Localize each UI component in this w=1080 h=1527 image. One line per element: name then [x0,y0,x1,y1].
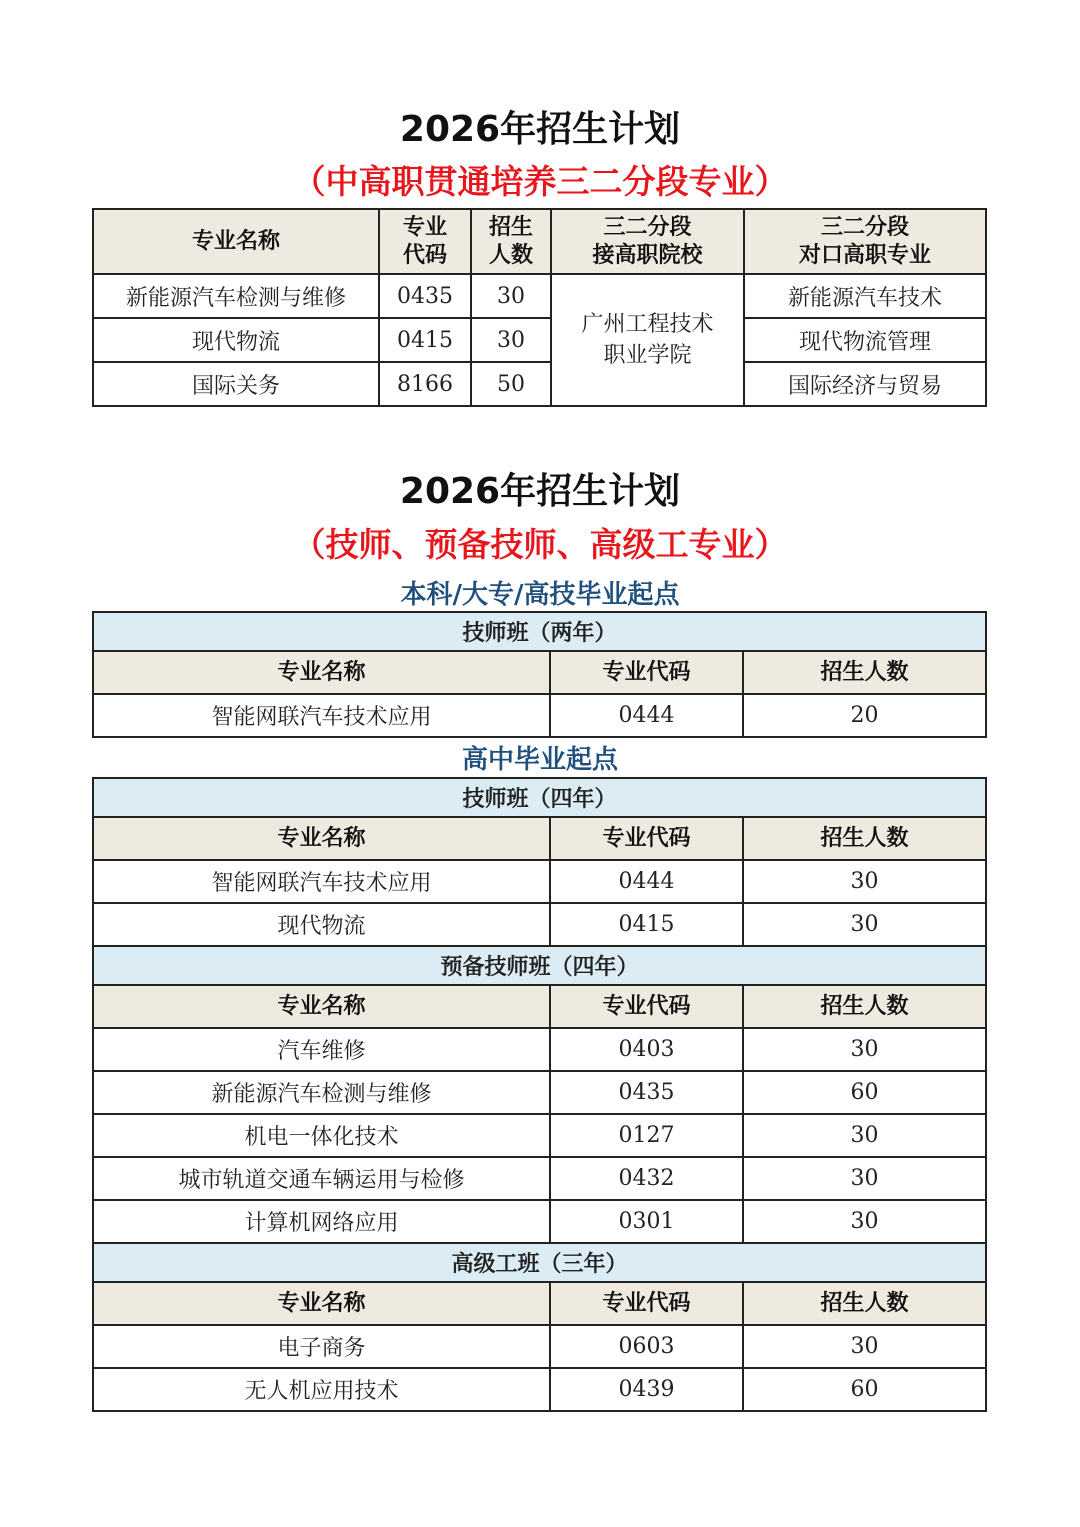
enroll-count: 60 [743,1071,986,1114]
enroll-count: 30 [743,1325,986,1368]
header-major-line1: 三二分段 [820,214,909,240]
major-name: 现代物流 [93,903,550,946]
major-code: 0603 [550,1325,743,1368]
table-row [93,1200,986,1243]
plan1-subtitle: （中高职贯通培养三二分段专业） [292,162,788,201]
header-college [551,209,744,274]
table-row [93,362,986,406]
technician-2yr-table [92,611,987,738]
major-name: 国际关务 [93,362,379,406]
table-row [93,1114,986,1157]
header-college-line2: 接高职院校 [592,242,703,268]
section-label-highschool: 高中毕业起点 [461,745,618,775]
major-name: 电子商务 [93,1325,550,1368]
plan1-title: 2026年招生计划 [399,109,681,150]
section-label-bachelor: 本科/大专/高技毕业起点 [400,580,680,610]
header-row [93,651,986,694]
major-code: 0435 [379,274,471,318]
class-title: 技师班（四年） [93,778,986,817]
major-code: 0439 [550,1368,743,1411]
partner-college-line2: 职业学院 [603,343,692,368]
enroll-count: 30 [471,318,551,362]
header-major-line2: 对口高职专业 [798,242,931,268]
major-name: 计算机网络应用 [93,1200,550,1243]
enroll-count: 30 [743,1157,986,1200]
enroll-count: 30 [743,1028,986,1071]
header-code [379,209,471,274]
header-name: 专业名称 [93,651,550,694]
header-code-line1: 专业 [402,214,447,240]
header-count [471,209,551,274]
header-name: 专业名称 [93,985,550,1028]
table-row [93,860,986,903]
major-code: 0432 [550,1157,743,1200]
class-title: 技师班（两年） [93,612,986,651]
table-row [93,318,986,362]
major-name: 汽车维修 [93,1028,550,1071]
major-name: 无人机应用技术 [93,1368,550,1411]
table-row [93,1325,986,1368]
major-code: 0127 [550,1114,743,1157]
enroll-count: 60 [743,1368,986,1411]
header-code: 专业代码 [550,817,743,860]
header-count: 招生人数 [743,651,986,694]
enroll-count: 50 [471,362,551,406]
enroll-count: 20 [743,694,986,737]
enroll-count: 30 [743,1200,986,1243]
header-count: 招生人数 [743,817,986,860]
table-row [93,1028,986,1071]
major-code: 8166 [379,362,471,406]
table-row [93,694,986,737]
plan1-header-row [93,209,986,274]
table-row [93,1368,986,1411]
header-major [744,209,986,274]
header-code-line2: 代码 [402,242,447,268]
table-row [93,274,986,318]
major-name: 新能源汽车检测与维修 [93,274,379,318]
major-code: 0444 [550,860,743,903]
enroll-count: 30 [743,1114,986,1157]
major-code: 0415 [379,318,471,362]
header-count: 招生人数 [743,985,986,1028]
header-name: 专业名称 [93,1282,550,1325]
plan2-subtitle: （技师、预备技师、高级工专业） [292,525,788,564]
header-count-line2: 人数 [488,242,533,268]
highschool-start-table [92,777,987,1412]
enroll-count: 30 [743,860,986,903]
partner-college [551,274,744,406]
major-code: 0435 [550,1071,743,1114]
major-name: 机电一体化技术 [93,1114,550,1157]
major-name: 新能源汽车检测与维修 [93,1071,550,1114]
major-code: 0403 [550,1028,743,1071]
header-college-line1: 三二分段 [603,214,692,240]
major-name: 城市轨道交通车辆运用与检修 [93,1157,550,1200]
header-row [93,985,986,1028]
header-name: 专业名称 [93,209,379,274]
header-row [93,817,986,860]
table-row [93,1157,986,1200]
major-name: 智能网联汽车技术应用 [93,860,550,903]
plan2-title: 2026年招生计划 [399,471,681,512]
target-major: 新能源汽车技术 [744,274,986,318]
target-major: 现代物流管理 [744,318,986,362]
table-row [93,903,986,946]
target-major: 国际经济与贸易 [744,362,986,406]
header-code: 专业代码 [550,985,743,1028]
enroll-count: 30 [743,903,986,946]
major-name: 现代物流 [93,318,379,362]
table-row [93,1071,986,1114]
header-count-line1: 招生 [488,214,533,240]
header-count: 招生人数 [743,1282,986,1325]
header-code: 专业代码 [550,1282,743,1325]
header-name: 专业名称 [93,817,550,860]
header-row [93,1282,986,1325]
major-code: 0415 [550,903,743,946]
major-code: 0444 [550,694,743,737]
header-code: 专业代码 [550,651,743,694]
class-title: 高级工班（三年） [93,1243,986,1282]
major-code: 0301 [550,1200,743,1243]
class-title: 预备技师班（四年） [93,946,986,985]
enroll-count: 30 [471,274,551,318]
partner-college-line1: 广州工程技术 [581,312,714,337]
plan1-table [92,208,987,407]
major-name: 智能网联汽车技术应用 [93,694,550,737]
